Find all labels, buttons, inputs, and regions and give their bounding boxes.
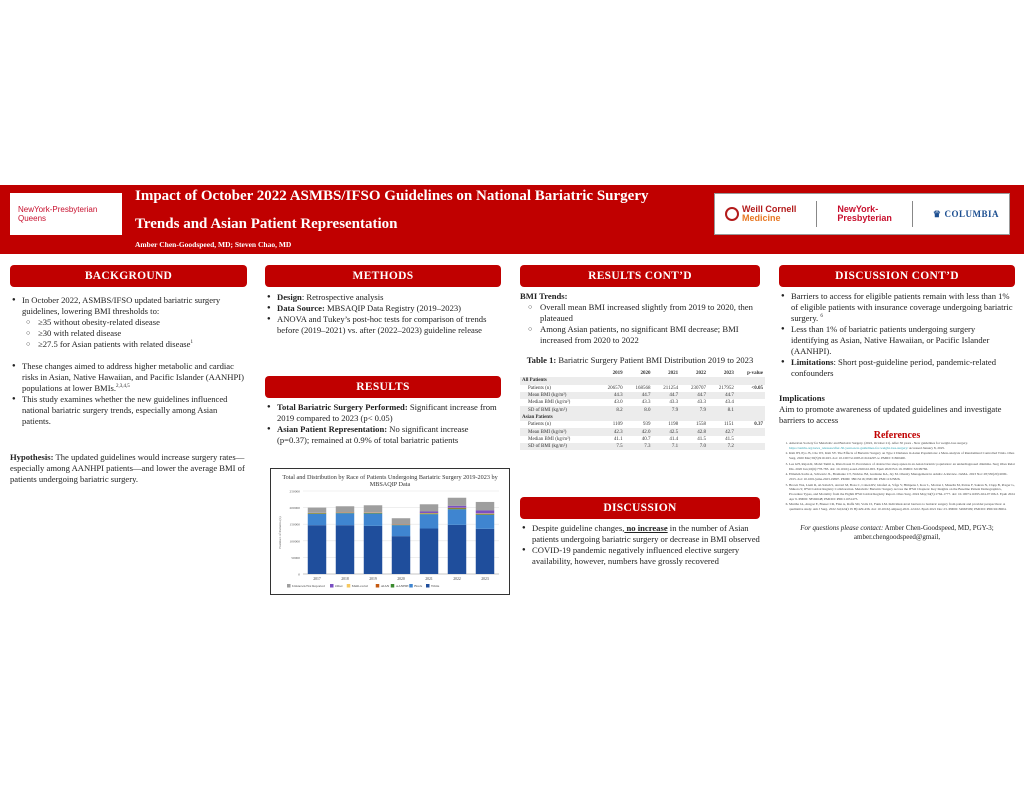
table-cell: 41.1: [613, 436, 623, 442]
logo-divider: [816, 201, 817, 227]
background-bullet-3: ● This study examines whether the new guidelines influenced national bariatric surgery trends, especially among Asian patients.: [10, 394, 247, 427]
table-cell: 1151: [723, 422, 734, 428]
bmi-distribution-table: [520, 370, 765, 450]
legend-swatch: [347, 584, 351, 588]
table-cell: 1558: [695, 422, 706, 428]
table-cell: 939: [642, 422, 651, 428]
bullet-text: These changes aimed to address higher metabolic and cardiac risks in Asian, Native Hawaiian, and Pacific Islander (AANHPI) populations at lower BMIs.: [22, 361, 244, 393]
bullet-text: In October 2022, ASMBS/IFSO updated bariatric surgery guidelines, lowering BMI thresholds to:: [22, 295, 221, 316]
reference-item: [789, 472, 1015, 481]
race-distribution-chart: [270, 468, 510, 595]
nyp-queens-logo: [10, 193, 122, 235]
table-cell: 8.0: [625, 406, 653, 413]
discussion-cont-heading: DISCUSSION CONT’D: [779, 265, 1015, 287]
table-cell: 44.7: [625, 392, 653, 399]
discussion-section: [520, 497, 760, 567]
background-bullet-2: [10, 361, 247, 394]
legend-label: Unknown/Not Reported: [292, 584, 325, 588]
table-row: [520, 421, 765, 428]
bar-segment-unknown-not-reported: [392, 518, 410, 524]
table-cell: 1198: [668, 422, 679, 428]
bullet-text: : Retrospective analysis: [301, 292, 384, 302]
bullet-text: No significant increase (p=0.37); remained at 0.9% of total bariatric patients: [277, 424, 469, 445]
table-cell: 43.4: [725, 400, 734, 406]
background-bullet-1: [10, 295, 247, 350]
table-cell: [736, 392, 765, 399]
bullet-label: Data Source:: [277, 303, 325, 313]
nyp-line2: Presbyterian: [837, 213, 892, 223]
reference-link[interactable]: https://asmbs.org/news_releases/after-30-years-new-guidelines-for-weight-loss-surgery/: [789, 445, 909, 450]
table-cell: 44.3: [597, 392, 625, 399]
discussion-bullet: ● COVID-19 pandemic negatively influenced elective surgery availability, however, numbers have grossly recovered: [520, 545, 760, 567]
reference-item: [789, 462, 1015, 471]
table-row: [520, 399, 765, 406]
table-group-row: [520, 414, 765, 421]
results-heading: RESULTS: [265, 376, 501, 398]
legend-label: White: [431, 584, 440, 588]
table-cell: 42.3: [597, 428, 625, 435]
columbia-text: COLUMBIA: [944, 208, 999, 219]
table-cell: 43.0: [613, 400, 623, 406]
group-label: All Patients: [520, 377, 765, 384]
table-cell: 41.5: [725, 436, 734, 442]
results-cont-section: [520, 265, 763, 450]
hypothesis-text: The updated guidelines would increase surgery rates—especially among AANHPI patients—and lower the average BMI of patients undergoing bariatric surgery.: [10, 452, 245, 484]
threshold-item: [26, 339, 247, 350]
methods-bullet: [265, 303, 501, 314]
bmi-trend-item: ○ Overall mean BMI increased slightly from 2019 to 2020, then plateaued: [528, 302, 760, 324]
bmi-trends-label: BMI Trends:: [520, 291, 568, 301]
bar-segment-black: [476, 515, 494, 529]
bar-segment-white: [448, 525, 466, 574]
results-bullet: [265, 424, 501, 446]
weill-line1: Weill Cornell: [742, 204, 797, 214]
reference-text: American Society for Metabolic and Bariatric Surgery. (2022, October 21). After 30 years - New guidelines for weight-loss surgery.: [789, 441, 968, 445]
table-cell: [736, 443, 765, 450]
poster-title-line2: Trends and Asian Patient Representation: [135, 216, 398, 232]
table-cell: 43.3: [697, 400, 706, 406]
table-row: [520, 392, 765, 399]
legend-swatch: [391, 584, 395, 588]
column-header: p-value: [747, 371, 763, 377]
table-cell: 42.5: [652, 428, 680, 435]
table-cell: <0.05: [751, 385, 763, 391]
table-cell: 44.7: [680, 392, 708, 399]
bar-segment-unknown-not-reported: [308, 508, 326, 513]
legend-swatch: [409, 584, 413, 588]
logo-left-line1: NewYork-Presbyterian: [18, 205, 98, 214]
reference-text: Elmaleh-Sachs A, Schwartz JL, Bramante CT, Nicklas JM, Gudzune KA, Jay M. Obesity Management in Adults: A Review. JAMA. 2023 Nov 28;330(20):2000-2015. doi: 10.1001/jama.2023.19897. PMID: 38015216; PMCID: PMC11325826.: [789, 472, 1008, 481]
emphasis-text: no increase: [624, 523, 668, 533]
table-cell: [736, 436, 765, 443]
x-tick-label: 2017: [313, 577, 321, 581]
x-tick-label: 2022: [453, 577, 461, 581]
y-tick-label: 0: [298, 572, 300, 577]
bar-segment-white: [420, 529, 438, 574]
bullet-text: Barriers to access for eligible patients remain with less than 1% of eligible patients with insurance coverage undergoing bariatric surgery.: [791, 291, 1013, 323]
implications-label: Implications: [779, 393, 825, 403]
table-cell: 42.7: [708, 428, 736, 435]
bar-segment-white: [308, 525, 326, 574]
bar-segment-unknown-not-reported: [476, 502, 494, 510]
table-cell: 40.7: [641, 436, 651, 442]
reference-text: Murtha JA, Alagoz E, Breuer CR, Finn A, Raffa SD, Voils CI, Funk LM. Individual-level barriers to bariatric surgery from patient and provider perspectives: A qualitative study. Am J Surg. 2022 Jul;224(1 Pt B):429-436. doi: 10.1016/j.amjsurg.2021.12.022. Epub 2021 Dec 23. PMID: 34963509; PMCID: PMC9218004.: [789, 502, 1007, 512]
bar-segment-black: [336, 513, 354, 525]
table-cell: 217952: [718, 385, 734, 391]
legend-label: Multi-racial: [351, 584, 368, 588]
bar-segment-aanhpi: [476, 514, 494, 515]
crown-icon: ♛: [932, 208, 942, 219]
references-heading: References: [873, 430, 921, 441]
bullet-label: Asian Patient Representation:: [277, 424, 388, 434]
y-axis-label: Number of Patients (n): [278, 516, 282, 549]
results-cont-heading: RESULTS CONT’D: [520, 265, 760, 287]
reference-item: [789, 441, 1015, 450]
legend-swatch: [426, 584, 430, 588]
legend-label: Black: [414, 584, 423, 588]
table-cell: 7.5: [597, 443, 625, 450]
discussion-cont-section: [779, 265, 1015, 542]
column-header: 2020: [640, 371, 651, 377]
table-cell: 42.0: [625, 428, 653, 435]
table-cell: 7.3: [625, 443, 653, 450]
table-cell: 41.4: [669, 436, 679, 442]
results-bullet: [265, 402, 501, 424]
bar-segment-black: [392, 525, 410, 536]
y-tick-label: 50000: [291, 555, 300, 560]
table-cell: [736, 399, 765, 406]
legend-swatch: [330, 584, 334, 588]
legend-label: Other: [335, 584, 343, 588]
legend-swatch: [376, 584, 380, 588]
table-cell: 1109: [612, 422, 623, 428]
logo-left-line2: Queens: [18, 214, 47, 223]
table-cell: 0.37: [754, 422, 763, 428]
table-cell: 44.7: [652, 392, 680, 399]
bar-segment-unknown-not-reported: [420, 504, 438, 511]
table-cell: 7.0: [680, 443, 708, 450]
table-cell: 168568: [635, 385, 651, 391]
authors: Amber Chen-Goodspeed, MD; Steven Chao, MD: [135, 240, 292, 249]
y-tick-label: 250000: [289, 489, 300, 494]
y-tick-label: 150000: [289, 522, 300, 527]
bar-segment-black: [308, 514, 326, 525]
group-label: Asian Patients: [520, 414, 765, 421]
row-label: Patients (n): [528, 422, 551, 428]
threshold-item: ○ ≥35 without obesity-related disease: [26, 317, 247, 328]
table-cell: [736, 406, 765, 413]
threshold-item: ○ ≥30 with related disease: [26, 328, 247, 339]
methods-section: [265, 265, 501, 336]
y-tick-label: 100000: [289, 539, 300, 544]
bmi-table-container: [520, 370, 763, 450]
bar-segment-black: [448, 509, 466, 525]
background-heading: BACKGROUND: [10, 265, 247, 287]
citation: 1: [190, 340, 193, 346]
background-section: [10, 265, 247, 485]
chart-canvas: [271, 469, 509, 594]
reference-text: Accessed January 8, 2025.: [908, 445, 945, 450]
discussion-bullet: [520, 523, 760, 545]
bullet-label: Limitations: [791, 357, 834, 367]
bullet-text: MBSAQIP Data Registry (2019–2023): [324, 303, 462, 313]
discussion-cont-bullet: [779, 291, 1015, 324]
table-row: [520, 443, 765, 450]
reference-item: [789, 502, 1015, 511]
bar-segment-white: [392, 536, 410, 574]
bullet-text: Despite guideline changes,: [532, 523, 625, 533]
row-label: Mean BMI (kg/m²): [520, 428, 597, 435]
columbia-logo: [933, 210, 999, 219]
citation: 2,3,4,5: [116, 384, 130, 390]
methods-bullet: ● ANOVA and Tukey’s post-hoc tests for comparison of trends before (2019–2021) vs. after (2022–2023) guideline release: [265, 314, 501, 336]
table-caption: [520, 355, 760, 366]
table-caption-label: Table 1:: [526, 355, 557, 365]
methods-bullet: [265, 292, 501, 303]
table-cell: 211254: [663, 385, 679, 391]
hypothesis: [10, 452, 247, 485]
discussion-cont-bullet: ● Less than 1% of bariatric patients undergoing surgery identifying as Asian, Native Hawaiian, or Pacific Islander (AANHPI).: [779, 324, 1015, 357]
results-section: [265, 376, 501, 446]
y-tick-label: 200000: [289, 506, 300, 511]
nyp-logo: [837, 205, 892, 223]
bar-segment-black: [420, 514, 438, 528]
row-label: Median BMI (kg/m²): [528, 436, 571, 442]
reference-item: [789, 483, 1015, 502]
bar-segment-white: [476, 529, 494, 574]
row-label: Median BMI (kg/m²): [528, 400, 571, 406]
row-label: SD of BMI (kg/m²): [520, 443, 597, 450]
legend-label: AIAN: [380, 584, 390, 588]
weill-cornell-logo: [725, 205, 796, 223]
logo-divider: [912, 201, 913, 227]
bar-segment-white: [336, 525, 354, 574]
bar-segment-black: [364, 514, 382, 526]
institution-logos: [714, 193, 1010, 235]
legend-label: AANHPI: [395, 584, 409, 588]
x-tick-label: 2019: [369, 577, 377, 581]
chart-title: Total and Distribution by Race of Patients Undergoing Bariatric Surgery 2019-2023 by MBSAQIP Data: [282, 474, 498, 488]
methods-heading: METHODS: [265, 265, 501, 287]
contact-label: For questions please contact:: [800, 523, 884, 532]
weill-line2: Medicine: [742, 213, 781, 223]
table-caption-text: Bariatric Surgery Patient BMI Distribution 2019 to 2023: [556, 355, 754, 365]
table-row: [520, 436, 765, 443]
bar-segment-other: [420, 511, 438, 512]
bar-segment-white: [364, 526, 382, 574]
table-cell: 43.3: [641, 400, 651, 406]
discussion-cont-bullet: [779, 357, 1015, 379]
bmi-trend-item: ○ Among Asian patients, no significant BMI decrease; BMI increased from 2020 to 2022: [528, 324, 760, 346]
table-cell: 42.8: [680, 428, 708, 435]
table-cell: [736, 428, 765, 435]
threshold-text: ≥27.5 for Asian patients with related disease: [38, 339, 191, 349]
x-tick-label: 2023: [481, 577, 489, 581]
table-header-row: [520, 370, 765, 377]
bar-segment-aanhpi: [448, 509, 466, 510]
bar-segment-aanhpi: [420, 514, 438, 515]
table-cell: 7.9: [680, 406, 708, 413]
bullet-text: in the number of Asian patients undergoing bariatric surgery or decrease in BMI observed: [532, 523, 760, 544]
table-cell: 8.1: [708, 406, 736, 413]
cornell-seal-icon: [725, 207, 739, 221]
hypothesis-label: Hypothesis:: [10, 452, 54, 462]
table-cell: 8.2: [597, 406, 625, 413]
reference-text: Brown WA, Liem R, Al-Sabah S, Anvari M, Boza C, Cohen RV, Ghaferi A, Våge V, Himpens J, Kow L, Morton J, Musella M, Pattou F, Sakran N, Clapp B, Prager G, Shikora S; IFSO Global Registry Collaboration. Metabolic Bariatric Surgery Across the IFSO Chapters: Key Insights on the Baseline Patient Demographics, Procedure Types, and Mortality from the Eighth IFSO Global Registry Report. Obes Surg. 2024 May;34(5):1764-1777. doi: 10.1007/s11695-024-07196-3. Epub 2024 Apr 9. PMID: 38592648; PMCID: PMC11031475.: [789, 482, 1015, 501]
reference-text: Lee GH, Rajan R, Mohd Tamil A, Rǎza Kosai N. Prevalence of obstructive sleep apnea in an Asian bariatric population: an underdiagnosed dilemma. Surg Obes Relat Dis. 2020 Jun;16(6):778-783. doi: 10.1016/j.soard.2020.02.003. Epub 2020 Feb 19. PMID: 32199766.: [789, 461, 1015, 471]
column-header: [520, 370, 597, 377]
reference-text: Kim JH, Pyo JS, Cho WJ, Kim SY. The Effects of Bariatric Surgery on Type 2 Diabetes in Asian Populations: a Meta-analysis of Randomized Controlled Trials. Obes Surg. 2020 Mar;30(3):910-923. doi: 10.1007/s11695-019-04297-w. PMID: 31820400.: [789, 451, 1015, 461]
column-header: 2023: [723, 371, 734, 377]
bar-segment-other: [448, 506, 466, 508]
reference-item: [789, 451, 1015, 460]
legend-swatch: [287, 584, 291, 588]
bar-segment-unknown-not-reported: [448, 498, 466, 506]
column-header: 2021: [668, 371, 679, 377]
table-cell: 7.1: [652, 443, 680, 450]
x-tick-label: 2020: [397, 577, 405, 581]
contact-text: Amber Chen-Goodspeed, MD, PGY-3; amber.chengoodspeed@gmail,: [853, 523, 994, 541]
table-cell: 41.5: [697, 436, 706, 442]
citation: 6: [820, 314, 823, 320]
row-label: SD of BMI (kg/m²): [520, 406, 597, 413]
bullet-text: Significant increase from 2019 compared to 2023 (p< 0.05): [277, 402, 497, 423]
implications-text: Aim to promote awareness of updated guidelines and investigate barriers to access: [779, 404, 1002, 425]
bullet-label: Design: [277, 292, 302, 302]
table-row: [520, 428, 765, 435]
references-list: [779, 441, 1015, 512]
table-cell: 43.3: [669, 400, 679, 406]
table-row: [520, 385, 765, 392]
bar-segment-unknown-not-reported: [336, 506, 354, 512]
row-label: Patients (n): [528, 385, 551, 391]
bullet-label: Total Bariatric Surgery Performed:: [277, 402, 408, 412]
discussion-heading: DISCUSSION: [520, 497, 760, 519]
column-header: 2019: [612, 371, 623, 377]
nyp-line1: NewYork-: [837, 204, 879, 214]
row-label: Mean BMI (kg/m²): [520, 392, 597, 399]
column-header: 2022: [695, 371, 706, 377]
contact-info: [779, 524, 1015, 542]
x-tick-label: 2021: [425, 577, 433, 581]
table-row: [520, 406, 765, 413]
table-cell: 230707: [690, 385, 706, 391]
table-cell: 206570: [607, 385, 623, 391]
x-tick-label: 2018: [341, 577, 349, 581]
table-cell: 7.9: [652, 406, 680, 413]
table-group-row: [520, 377, 765, 384]
bar-segment-unknown-not-reported: [364, 505, 382, 512]
poster-title-line1: Impact of October 2022 ASMBS/IFSO Guidelines on National Bariatric Surgery: [135, 188, 649, 204]
table-cell: 7.2: [708, 443, 736, 450]
bullet-text: : Short post-guideline period, pandemic-related confounders: [791, 357, 997, 378]
table-cell: 44.7: [708, 392, 736, 399]
bar-segment-other: [476, 510, 494, 513]
